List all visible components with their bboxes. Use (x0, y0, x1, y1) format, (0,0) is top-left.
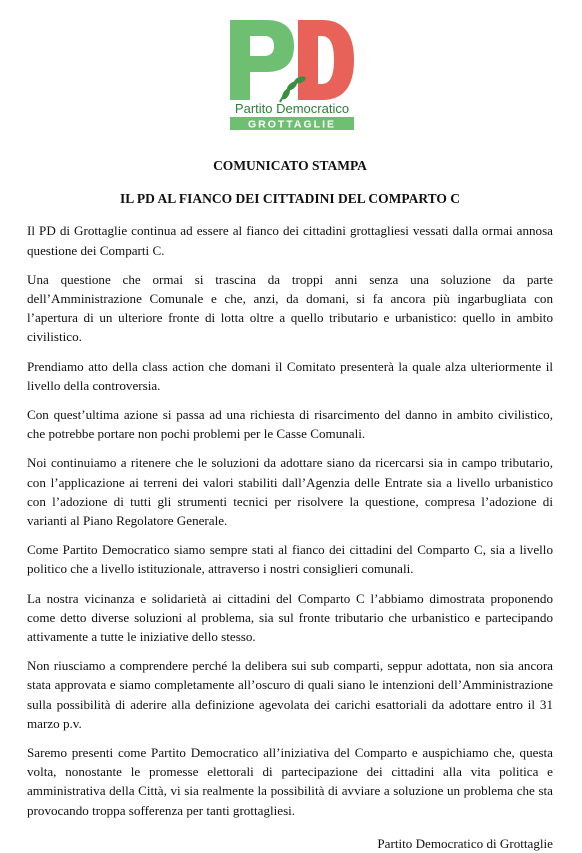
document-heading: COMUNICATO STAMPA (213, 158, 367, 173)
logo-city-name: GROTTAGLIE (247, 118, 337, 131)
press-release (27, 156, 553, 853)
paragraph: Saremo presenti come Partito Democratico all’iniziativa del Comparto e auspichiamo che, questa volta, nonostante le promesse elettorali di partecipazione dei cittadini alla vita politica e amministrativa della Città, vi sia realmente la possibilità di avviare a soluzione un problema che sta provocando troppa sofferenza per tanti grottagliesi. (27, 745, 553, 818)
paragraph: Una questione che ormai si trascina da troppi anni senza una soluzione da parte dell’Amministrazione Comunale e che, anzi, da domani, si fa ancora più ingarbugliata con l’apertura di un ulteriore fronte di lotta oltre a quello tributario e urbanistico: quello in ambito civilistico. (27, 271, 553, 345)
paragraph: Prendiamo atto della class action che domani il Comitato presenterà la quale alza ulteriormente il livello della controversia. (27, 358, 553, 393)
paragraph: Con quest’ultima azione si passa ad una richiesta di risarcimento del danno in ambito civilistico, che potrebbe portare non pochi problemi per le Casse Comunali. (27, 407, 553, 442)
paragraph: Il PD di Grottaglie continua ad essere al fianco dei cittadini grottagliesi vessati dalla ormai annosa questione dei Comparti C. (27, 223, 553, 258)
logo-letter-d (298, 20, 354, 100)
logo-letter-p (230, 20, 294, 100)
document-subheading: IL PD AL FIANCO DEI CITTADINI DEL COMPARTO C (119, 191, 461, 207)
pd-logo-icon (222, 12, 362, 132)
paragraph: Non riusciamo a comprendere perché la delibera sui sub comparti, seppur adottata, non sia ancora stata approvata e siamo completamente all’oscuro di quali siano le intenzioni dell’Amministrazione sulla possibilità di aderire alla definizione agevolata dei carichi esattoriali da adottare entro il 31 marzo p.v. (27, 658, 553, 731)
logo-party-name: Partito Democratico (234, 101, 350, 116)
party-logo (0, 0, 582, 140)
paragraph: Noi continuiamo a ritenere che le soluzioni da adottare siano da ricercarsi sia in campo tributario, con l’applicazione ai terreni dei valori stabiliti dall’Agenzia delle Entrate sia a livello urbanistico con l’adozione di tutti gli strumenti tecnici per risolvere la questione, compresa l’adozione di varianti al Piano Regolatore Generale. (27, 455, 553, 529)
paragraph: La nostra vicinanza e solidarietà ai cittadini del Comparto C l’abbiamo dimostrata proponendo come detto diverse soluzioni al problema, sia sul fronte tributario che urbanistico e partecipando attivamente a tutte le iniziative dello stesso. (27, 590, 553, 645)
signature: Partito Democratico di Grottaglie (377, 835, 553, 851)
paragraph: Come Partito Democratico siamo sempre stati al fianco dei cittadini del Comparto C, sia a livello politico che a livello istituzionale, attraverso i nostri consiglieri comunali. (27, 542, 553, 577)
